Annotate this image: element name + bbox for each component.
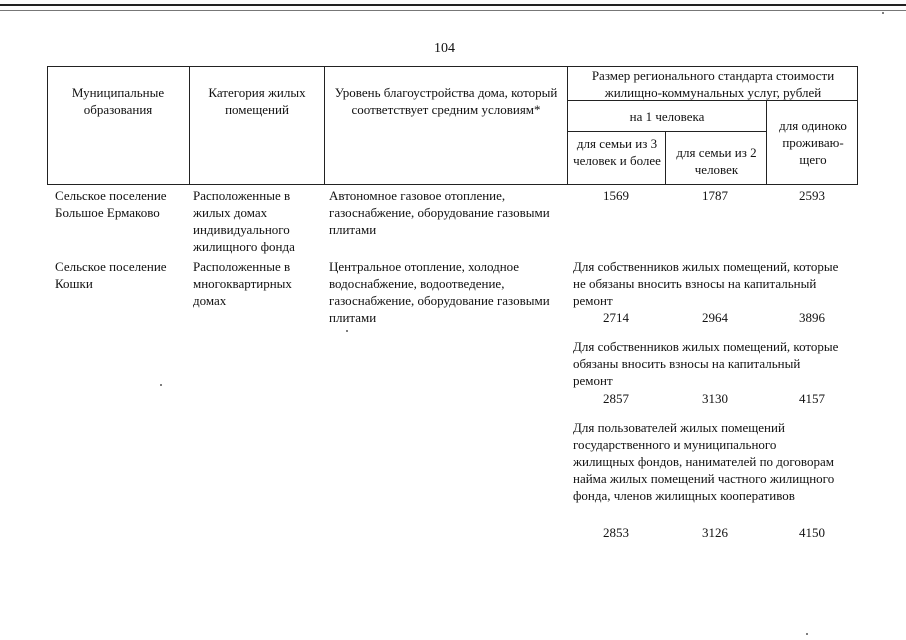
header-single: для одиноко проживаю-щего <box>779 118 847 167</box>
group-3-value-single: 4150 <box>799 525 825 540</box>
group-3-label: Для пользователей жилых помещений государственного и муниципального жилищных фондов, нанимателей по договорам найма жилых помещений частного жилищного фонда, членов жилищных кооперативов <box>573 420 835 503</box>
scan-speck <box>160 384 162 386</box>
header-family-2: для семьи из 2 человек <box>676 145 757 177</box>
group-2-value-single: 4157 <box>799 391 825 406</box>
header-family-3-more: для семьи из 3 человек и более <box>573 136 661 168</box>
group-2-value-family-2: 3130 <box>702 391 728 406</box>
group-2-value-family-3: 2857 <box>603 391 629 406</box>
scan-speck <box>882 12 884 14</box>
row-2-municipality: Сельское поселение Кошки <box>55 259 167 291</box>
group-2-label: Для собственников жилых помещений, которые обязаны вносить взносы на капитальный ремонт <box>573 339 839 388</box>
row-1-comfort-level: Автономное газовое отопление, газоснабжение, оборудование газовыми плитами <box>329 188 550 237</box>
row-1-municipality: Сельское поселение Большое Ермаково <box>55 188 167 220</box>
group-3-value-family-2: 3126 <box>702 525 728 540</box>
scan-speck <box>346 330 348 332</box>
header-comfort-level: Уровень благоустройства дома, который соответствует средним условиям* <box>334 85 558 117</box>
group-1-value-single: 3896 <box>799 310 825 325</box>
top-border-line-thin <box>0 10 906 11</box>
row-1-value-single: 2593 <box>799 188 825 203</box>
header-standard-size: Размер регионального стандарта стоимости жилищно-коммунальных услуг, рублей <box>591 68 835 100</box>
row-1-value-family-2: 1787 <box>702 188 728 203</box>
row-2-category: Расположенные в многоквартирных домах <box>193 259 292 308</box>
row-1-value-family-3: 1569 <box>603 188 629 203</box>
header-municipality: Муниципальные образования <box>71 85 165 117</box>
row-2-comfort-level: Центральное отопление, холодное водоснабжение, водоотведение, газоснабжение, оборудование газовыми плитами <box>329 259 550 325</box>
group-1-value-family-3: 2714 <box>603 310 629 325</box>
row-1-category: Расположенные в жилых домах индивидуального жилищного фонда <box>193 188 295 254</box>
group-1-label: Для собственников жилых помещений, которые не обязаны вносить взносы на капитальный ремонт <box>573 259 839 308</box>
group-1-value-family-2: 2964 <box>702 310 728 325</box>
header-category: Категория жилых помещений <box>208 85 306 117</box>
page-number: 104 <box>434 41 455 56</box>
group-3-value-family-3: 2853 <box>603 525 629 540</box>
header-per-person: на 1 человека <box>629 109 705 124</box>
scan-speck <box>806 633 808 635</box>
top-border-line <box>0 4 906 6</box>
